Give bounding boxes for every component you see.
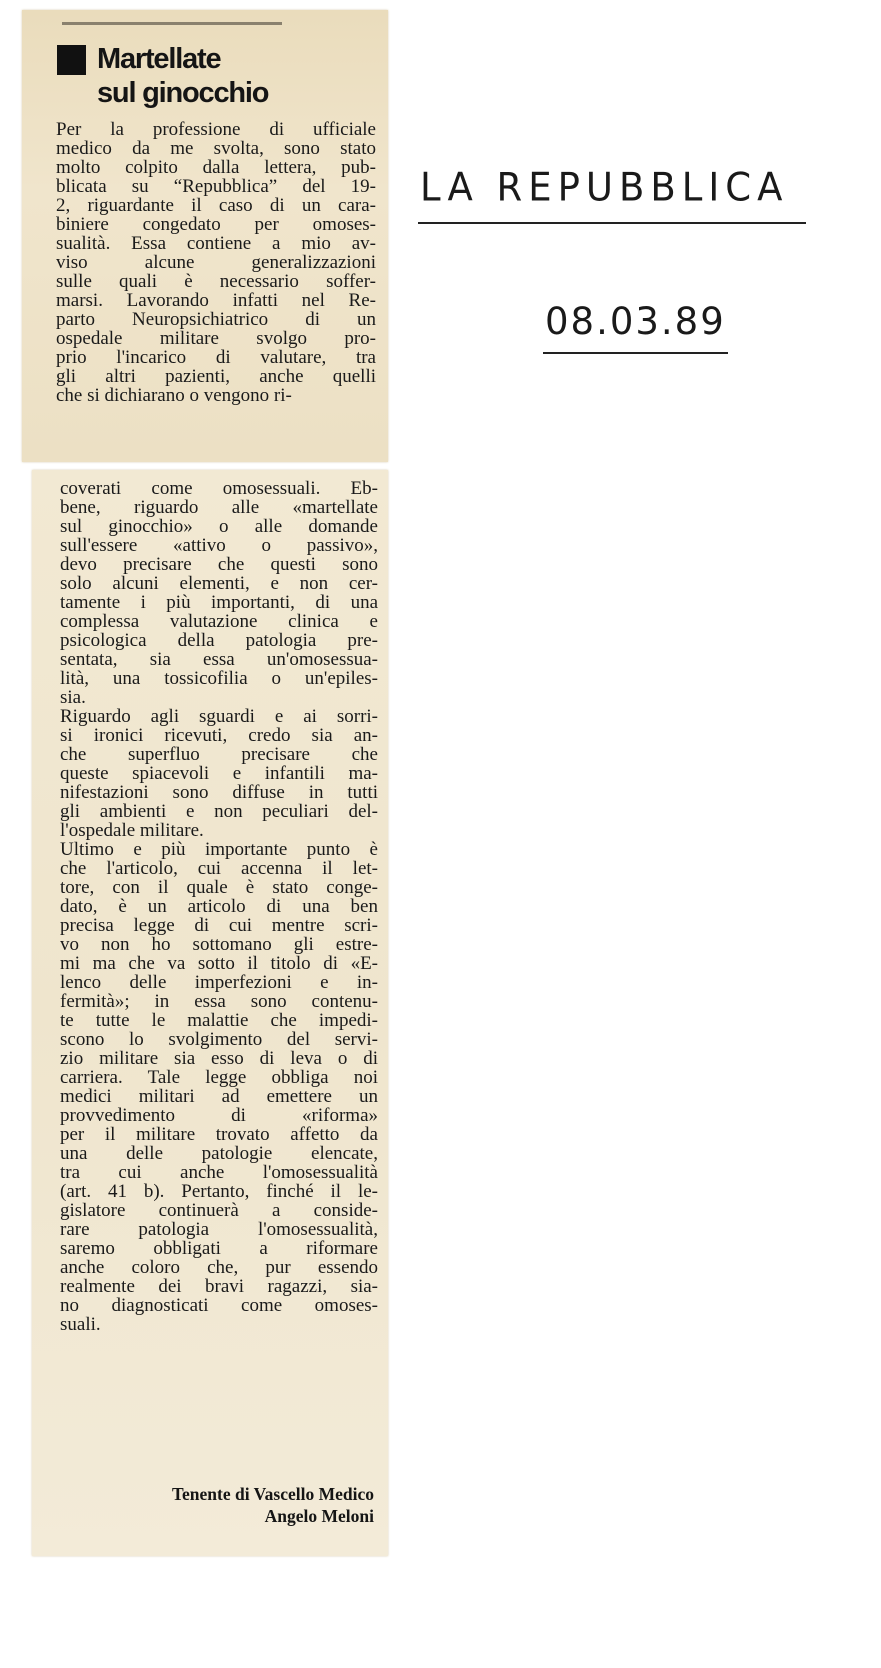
article-column-2 <box>60 478 378 1333</box>
clipping-part-1 <box>22 10 388 462</box>
signature-rank: Tenente di Vascello Medico <box>171 1484 374 1504</box>
article-line: medico da me svolta, sono stato <box>56 138 376 159</box>
article-line: mi ma che va sotto il titolo di «E- <box>60 953 378 974</box>
article-line: complessa valutazione clinica e <box>60 611 378 632</box>
article-line: parto Neuropsichiatrico di un <box>56 309 376 330</box>
article-column-1 <box>56 120 376 405</box>
headline-line-2: sul ginocchio <box>97 77 269 109</box>
article-line: no diagnosticati come omoses- <box>60 1295 378 1316</box>
article-line: queste spiacevoli e infantili ma- <box>60 763 378 784</box>
newspaper-underline <box>418 222 806 224</box>
article-line: fermità»; in essa sono contenu- <box>60 991 378 1012</box>
article-line: suali. <box>60 1314 101 1335</box>
article-line: medici militari ad emettere un <box>60 1086 378 1107</box>
date-underline <box>543 352 728 354</box>
article-line: (art. 41 b). Pertanto, finché il le- <box>60 1181 378 1202</box>
article-line: Ultimo e più importante punto è <box>60 839 378 860</box>
article-line: sentata, sia essa un'omosessua- <box>60 649 378 670</box>
article-line: che si dichiarano o vengono ri- <box>56 385 292 406</box>
article-line: sulle quali è necessario soffer- <box>56 271 376 292</box>
article-line: dato, è un articolo di una ben <box>60 896 378 917</box>
article-line: nifestazioni sono diffuse in tutti <box>60 782 378 803</box>
article-line: che l'articolo, cui accenna il let- <box>60 858 378 879</box>
headline-line-1: Martellate <box>97 43 221 75</box>
article-line: lità, una tossicofilia o un'epiles- <box>60 668 378 689</box>
article-line: viso alcune generalizzazioni <box>56 252 376 273</box>
article-line: tra cui anche l'omosessualità <box>60 1162 378 1183</box>
article-line: sualità. Essa contiene a mio av- <box>56 233 376 254</box>
handwritten-newspaper-name: LA REPUBBLICA <box>420 164 789 211</box>
article-line: si ironici ricevuti, credo sia an- <box>60 725 378 746</box>
article-line: devo precisare che questi sono <box>60 554 378 575</box>
article-line: l'ospedale militare. <box>60 820 204 841</box>
article-line: Riguardo agli sguardi e ai sorri- <box>60 706 378 727</box>
article-line: zio militare sia esso di leva o di <box>60 1048 378 1069</box>
article-line: saremo obbligati a riformare <box>60 1238 378 1259</box>
article-line: scono lo svolgimento del servi- <box>60 1029 378 1050</box>
article-line: che superfluo precisare che <box>60 744 378 765</box>
article-line: gislatore continuerà a conside- <box>60 1200 378 1221</box>
article-line: carriera. Tale legge obbliga noi <box>60 1067 378 1088</box>
article-line: vo non ho sottomano gli estre- <box>60 934 378 955</box>
article-line: te tutte le malattie che impedi- <box>60 1010 378 1031</box>
article-line: lenco delle imperfezioni e in- <box>60 972 378 993</box>
article-line: gli altri pazienti, anche quelli <box>56 366 376 387</box>
article-line: tamente i più importanti, di una <box>60 592 378 613</box>
article-line: tore, con il quale è stato conge- <box>60 877 378 898</box>
article-line: molto colpito dalla lettera, pub- <box>56 157 376 178</box>
headline-bullet-square <box>57 45 86 75</box>
article-line: gli ambienti e non peculiari del- <box>60 801 378 822</box>
handwritten-date: 08.03.89 <box>545 300 726 343</box>
article-line: sull'essere «attivo o passivo», <box>60 535 378 556</box>
article-line: sul ginocchio» o alle domande <box>60 516 378 537</box>
article-line: blicata su “Repubblica” del 19- <box>56 176 376 197</box>
article-line: prio l'incarico di valutare, tra <box>56 347 376 368</box>
article-line: ospedale militare svolgo pro- <box>56 328 376 349</box>
article-line: 2, riguardante il caso di un cara- <box>56 195 376 216</box>
article-line: precisa legge di cui mentre scri- <box>60 915 378 936</box>
article-line: biniere congedato per omoses- <box>56 214 376 235</box>
article-line: solo alcuni elementi, e non cer- <box>60 573 378 594</box>
article-line: marsi. Lavorando infatti nel Re- <box>56 290 376 311</box>
article-line: per il militare trovato affetto da <box>60 1124 378 1145</box>
torn-edge-fragment <box>62 22 282 25</box>
article-line: sia. <box>60 687 86 708</box>
clipping-part-2 <box>32 470 388 1556</box>
article-line: Per la professione di ufficiale <box>56 119 376 140</box>
article-line: bene, riguardo alle «martellate <box>60 497 378 518</box>
article-line: rare patologia l'omosessualità, <box>60 1219 378 1240</box>
article-line: coverati come omosessuali. Eb- <box>60 478 378 499</box>
article-line: realmente dei bravi ragazzi, sia- <box>60 1276 378 1297</box>
article-line: provvedimento di «riforma» <box>60 1105 378 1126</box>
article-line: psicologica della patologia pre- <box>60 630 378 651</box>
article-line: anche coloro che, pur essendo <box>60 1257 378 1278</box>
article-line: una delle patologie elencate, <box>60 1143 378 1164</box>
signature-name: Angelo Meloni <box>264 1506 374 1526</box>
